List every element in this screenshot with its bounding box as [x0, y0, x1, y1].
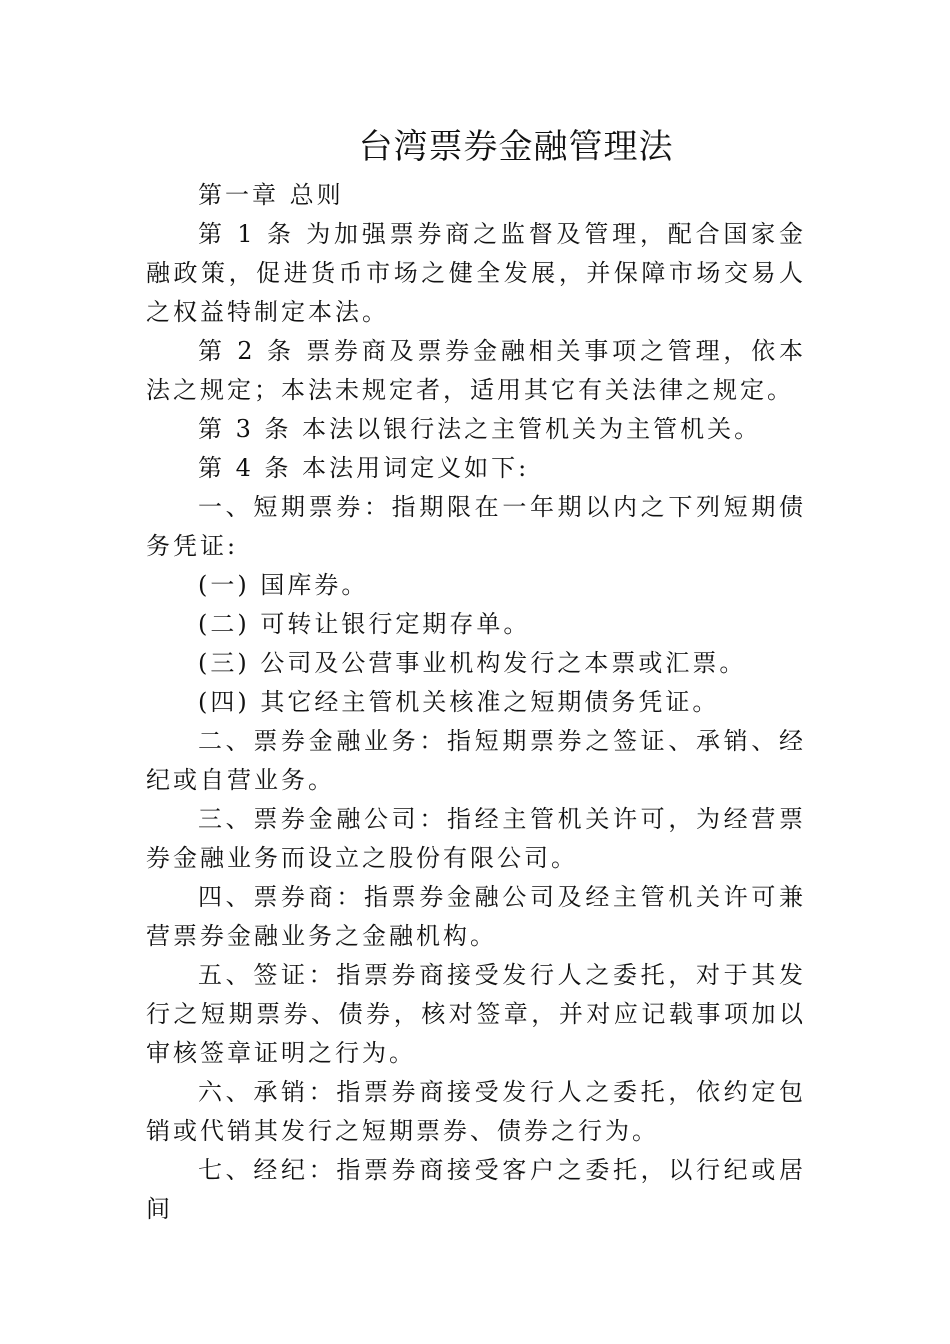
definition-1: 一、短期票券：指期限在一年期以内之下列短期债务凭证:: [146, 493, 806, 560]
definition-1-item-3: (三) 公司及公营事业机构发行之本票或汇票。: [198, 649, 747, 677]
definition-1-item-2: (二) 可转让银行定期存单。: [198, 610, 531, 638]
article-2: 第 2 条 票券商及票券金融相关事项之管理，依本法之规定；本法未规定者，适用其它有关法律之规定。: [146, 337, 806, 404]
document-title: 台湾票券金融管理法: [358, 127, 674, 167]
definition-4: 四、票券商：指票券金融公司及经主管机关许可兼营票券金融业务之金融机构。: [146, 883, 806, 950]
definition-2: 二、票券金融业务：指短期票券之签证、承销、经纪或自营业务。: [146, 727, 806, 794]
chapter-heading: 第一章 总则: [198, 181, 344, 209]
document-page: [146, 120, 806, 1229]
article-4: 第 4 条 本法用词定义如下:: [198, 454, 530, 482]
definition-1-item-1: (一) 国库券。: [198, 571, 369, 599]
article-1: 第 1 条 为加强票券商之监督及管理，配合国家金融政策，促进货币市场之健全发展，并保障市场交易人之权益特制定本法。: [146, 220, 806, 326]
definition-5: 五、签证：指票券商接受发行人之委托，对于其发行之短期票券、债券，核对签章，并对应记载事项加以审核签章证明之行为。: [146, 961, 806, 1067]
article-3: 第 3 条 本法以银行法之主管机关为主管机关。: [198, 415, 762, 443]
definition-3: 三、票券金融公司：指经主管机关许可，为经营票券金融业务而设立之股份有限公司。: [146, 805, 806, 872]
definition-7: 七、经纪：指票券商接受客户之委托，以行纪或居间: [146, 1156, 806, 1223]
definition-6: 六、承销：指票券商接受发行人之委托，依约定包销或代销其发行之短期票券、债券之行为。: [146, 1078, 806, 1145]
definition-1-item-4: (四) 其它经主管机关核准之短期债务凭证。: [198, 688, 720, 716]
